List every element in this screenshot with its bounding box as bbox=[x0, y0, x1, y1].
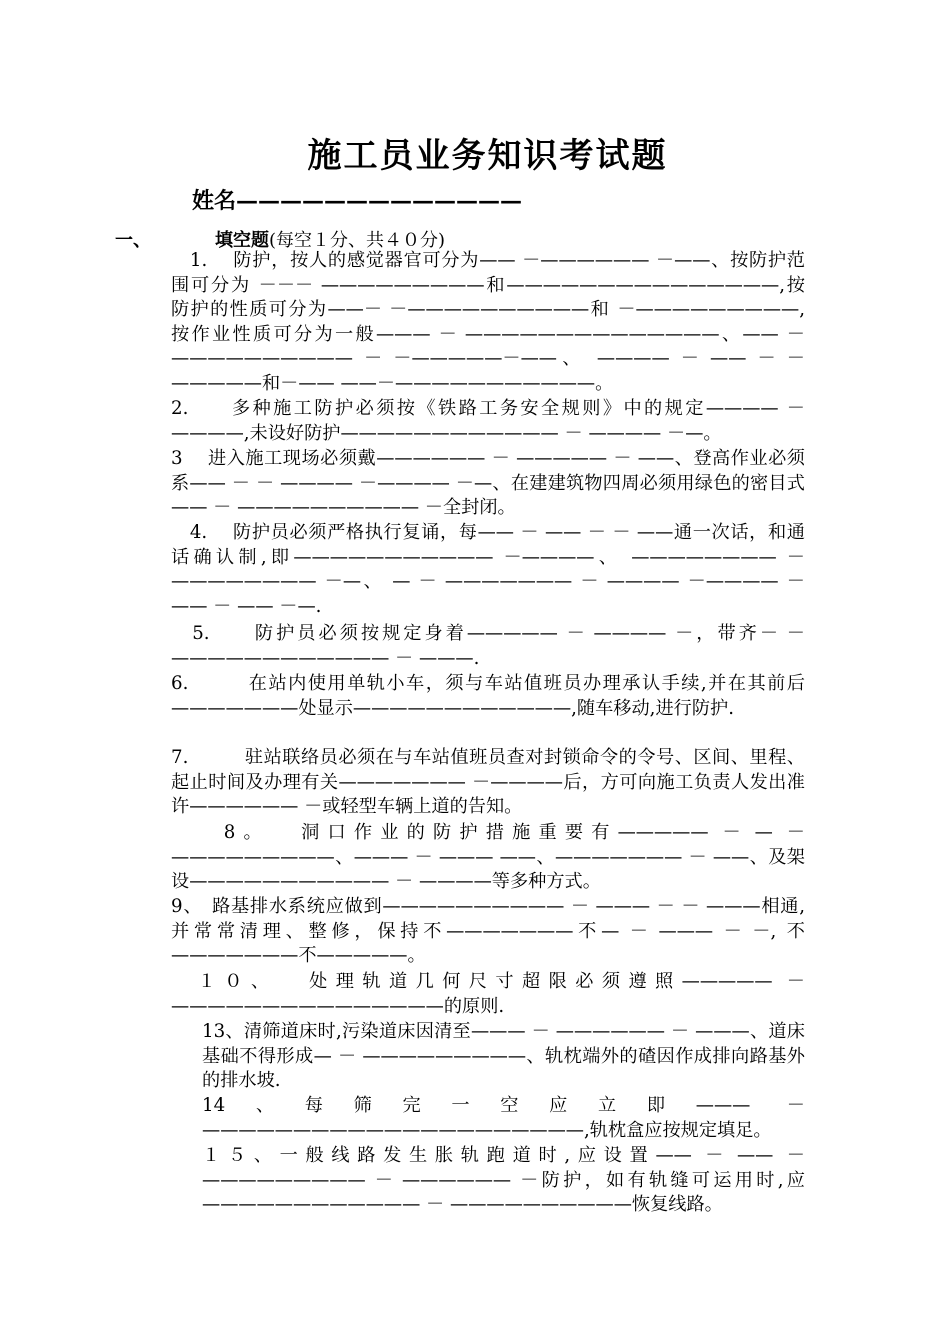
question-6: 6. 在站内使用单轨小车，须与车站值班员办理承认手续,并在其前后———————处显示————————————,随车移动,进行防护. bbox=[171, 673, 805, 719]
name-field: 姓名————————————— bbox=[192, 188, 523, 214]
question-7: 7. 驻站联络员必须在与车站值班员查对封锁命令的令号、区间、里程、起止时间及办理有关——————— －————后，方可向施工负责人发出准许—————— －或轻型车辆上道的告知。 bbox=[171, 747, 805, 818]
question-15: １５、一般线路发生胀轨跑道时,应设置—— － —— － ————————— － —————— －防护，如有轨缝可运用时,应———————————— － ——————————恢复线路。 bbox=[202, 1145, 811, 1216]
question-9: 9、 路基排水系统应做到—————————— － ——— － － ———相通,并常常清理、整修，保持不———————不— － ——— － －, 不———————不—————。 bbox=[171, 896, 805, 967]
section-number: 一、 bbox=[115, 230, 151, 251]
question-5: 5. 防护员必须按规定身着————— － ———— －，带齐－ － ———————————— － ———. bbox=[171, 623, 811, 669]
question-2: 2. 多种施工防护必须按《铁路工务安全规则》中的规定———— － ————,未设好防护———————————— － ———— －—。 bbox=[171, 398, 811, 444]
section-heading-text: 填空题 bbox=[215, 230, 269, 251]
question-1: 1. 防护，按人的感觉器官可分为—— －—————— －——、按防护范围可分为 －－－ —————————和———————————————,按防护的性质可分为——－ －——————————和 －—————————,按作业性质可分为一般——— － ——————————————、—— －—————————— － －—————－——、 ———— － —— － －—————和－—— ——－———————————。 bbox=[171, 250, 805, 394]
section-scoring-note: (每空１分、共４０分) bbox=[269, 230, 446, 251]
page-title: 施工员业务知识考试题 bbox=[307, 136, 668, 176]
question-4: 4. 防护员必须严格执行复诵，每—— － —— － － ——通一次话，和通话确认制,即——————————— －————、 ———————— － ———————— －—、 — － ——————— － ———— －———— － —— － —— －—. bbox=[171, 522, 811, 617]
section-fill-in bbox=[115, 226, 446, 252]
question-14: 14、每筛完一空应立即——— － —————————————————————,轨枕盒应按规定填足。 bbox=[202, 1095, 811, 1141]
question-13: 13、清筛道床时,污染道床因清至——— － —————— － ———、道床基础不得形成— － —————————、轨枕端外的碴因作成排向路基外的排水坡. bbox=[202, 1021, 805, 1092]
question-3: 3 进入施工现场必须戴—————— － ————— － ——、登高作业必须系—— － － ———— －———— －—、在建建筑物四周必须用绿色的密目式—— － —————————— －全封闭。 bbox=[171, 448, 805, 519]
question-10: １０、 处理轨道几何尺寸超限必须遵照————— － ———————————————的原则. bbox=[171, 971, 811, 1017]
question-8: 8。 洞口作业的防护措施重要有————— － — － —————————、——— － ——— ——、——————— － ——、及架设——————————— － ————等多种方式。 bbox=[171, 822, 811, 893]
